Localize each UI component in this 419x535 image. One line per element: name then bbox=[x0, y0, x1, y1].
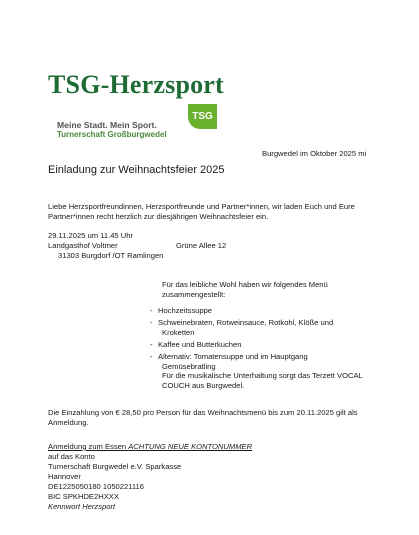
payment-reference: Kennwort Herzsport bbox=[48, 502, 116, 511]
menu-intro: Für das leibliche Wohl haben wir folgendes Menü zusammengestellt: bbox=[162, 280, 328, 299]
menu-item-text: Alternativ: Tomatensuppe und im Hauptgang bbox=[158, 352, 308, 361]
menu-item-continuation: Gemüsebratling bbox=[162, 362, 216, 371]
letter-heading: Einladung zur Weihnachtsfeier 2025 bbox=[48, 164, 225, 176]
music-note: Für die musikalische Unterhaltung sorgt das Terzett VOCAL COUCH aus Burgwedel. bbox=[162, 371, 363, 390]
tsg-logo bbox=[57, 104, 217, 144]
bic: BIC SPKHDE2HXXX bbox=[48, 492, 119, 501]
menu-item-text: Schweinebraten, Rotweinsauce, Rotkohl, Klöße und bbox=[158, 318, 334, 327]
menu-item bbox=[150, 318, 390, 338]
tsg-badge-logo: TSG bbox=[188, 104, 217, 129]
menu-bullet: - bbox=[150, 340, 153, 349]
logo-club-name: Turnerschaft Großburgwedel bbox=[57, 130, 167, 139]
venue-name: Landgasthof Voltmer bbox=[48, 241, 118, 250]
menu-item bbox=[150, 306, 390, 316]
payment-note: Die Einzahlung von € 28,50 pro Person für das Weihnachtsmenü bis zum 20.11.2025 gilt als Anmeldung. bbox=[48, 408, 358, 427]
intro-paragraph: Liebe Herzsportfreundinnen, Herzsportfreunde und Partner*innen, wir laden Euch und Eure Partner*innen recht herzlich zur diesjährigen Weihnachtsfeier ein. bbox=[48, 202, 355, 221]
bank-account-holder: Turnerschaft Burgwedel e.V. Sparkasse bbox=[48, 462, 182, 471]
registration-label: Anmeldung zum Essen bbox=[48, 442, 129, 451]
venue-street: Grüne Allee 12 bbox=[176, 241, 227, 250]
menu-item-continuation: Kroketten bbox=[162, 328, 195, 337]
menu-item-text: Kaffee und Butterkuchen bbox=[158, 340, 242, 349]
menu-item bbox=[150, 340, 390, 350]
iban: DE1225050180 1050221116 bbox=[48, 482, 144, 491]
menu-item bbox=[150, 352, 390, 372]
bank-city: Hannover bbox=[48, 472, 81, 481]
menu-bullet: - bbox=[150, 306, 153, 315]
menu-item-text: Hochzeitssuppe bbox=[158, 306, 213, 315]
venue-city: 31303 Burgdorf /OT Ramlingen bbox=[58, 251, 164, 260]
menu-bullet: - bbox=[150, 318, 153, 327]
date-line: Burgwedel im Oktober 2025 mi bbox=[262, 149, 367, 158]
bank-details bbox=[48, 442, 252, 512]
event-datetime: 29.11.2025 um 11.45 Uhr bbox=[48, 231, 133, 240]
document-title: TSG-Herzsport bbox=[48, 70, 224, 99]
registration-line bbox=[48, 442, 252, 452]
menu-list bbox=[150, 306, 390, 374]
logo-slogan: Meine Stadt. Mein Sport. bbox=[57, 120, 157, 130]
menu-bullet: - bbox=[150, 352, 153, 361]
bank-line: auf das Konto bbox=[48, 452, 95, 461]
account-warning: ACHTUNG NEUE KONTONUMMER bbox=[128, 442, 253, 451]
